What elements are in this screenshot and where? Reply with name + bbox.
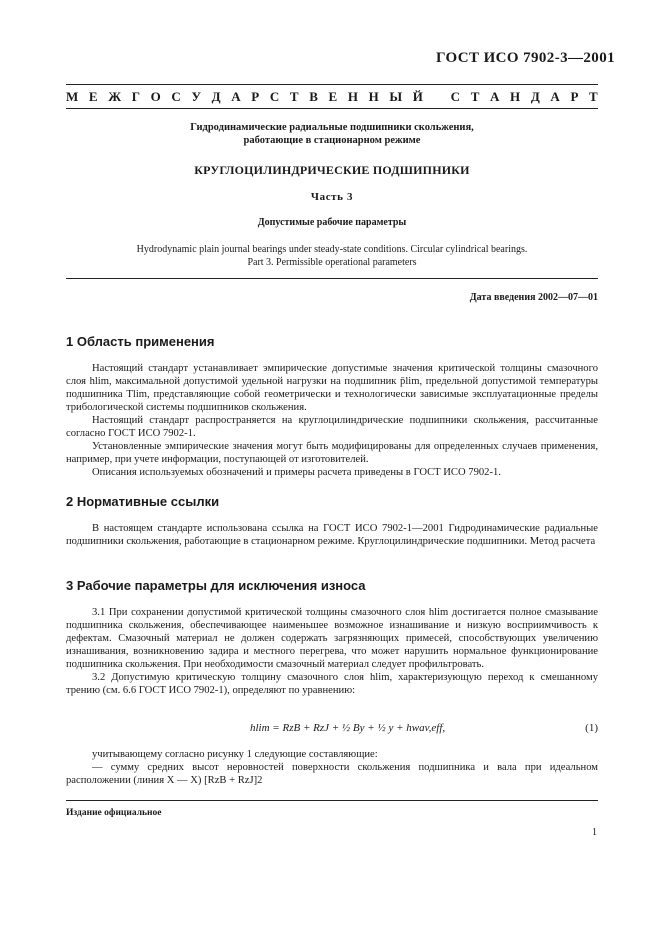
section-3-paragraph-4: — сумму средних высот неровностей поверхности скольжения подшипника и вала при идеальном расположении (линия X — X) [RzB + RzJ]2: [66, 762, 598, 786]
banner-letter: В: [309, 89, 318, 104]
banner-letter: Д: [530, 89, 540, 104]
banner-letter: А: [550, 89, 560, 104]
banner-letter: А: [231, 89, 241, 104]
banner-rule: [66, 108, 598, 109]
banner-letter: С: [450, 89, 461, 104]
title-block: [66, 121, 598, 147]
banner-letter: Д: [211, 89, 221, 104]
section-1-paragraph-4: Описания используемых обозначений и примеры расчета приведены в ГОСТ ИСО 7902-1.: [92, 467, 501, 478]
section-3-paragraph-1: 3.1 При сохранении допустимой критической толщины смазочного слоя hlim достигается полное смазывание подшипника скольжения, обеспечивающее наименьшее возможное изнашивание и низкую восприимчивость к дефектам. Смазочный материал не должен содержать загрязняющих примесей, способствующих увеличению изнашивания, возникновению задира и местного перегрева, что может нарушить нормальное функционирование подшипника скольжения. При необходимости смазочный материал следует профильтровать.: [66, 607, 598, 670]
official-edition-label: Издание официальное: [66, 808, 162, 818]
section-3-continuation: [66, 748, 598, 787]
equation-1-expression: hlim = RzB + RzJ + ½ By + ½ y + hwav,eff,: [250, 722, 446, 734]
english-title-line-2: Part 3. Permissible operational parameters: [247, 257, 417, 268]
section-1-paragraph-2: Настоящий стандарт распространяется на круглоцилиндрические подшипники скольжения, рассчитанные согласно ГОСТ ИСО 7902-1.: [66, 415, 598, 439]
introduction-date: Дата введения 2002—07—01: [469, 292, 598, 303]
banner-letter: Ы: [389, 89, 403, 104]
section-1-paragraph-1: Настоящий стандарт устанавливает эмпирические допустимые значения критической толщины смазочного слоя hlim, максимальной допустимой удельной нагрузки на подшипник p̄lim, предельной допустимой температуры подшипника Tlim, представляющие собой геометрически и технологически зависимые эксплуатационные пределы трибологической системы подшипников скольжения.: [66, 363, 598, 413]
part-title: Часть 3: [310, 191, 354, 203]
banner-letter: Ж: [108, 89, 122, 104]
banner-letter: Е: [88, 89, 98, 104]
banner-letter: Т: [289, 89, 299, 104]
section-1-body: [66, 362, 598, 479]
section-2-paragraph-1: В настоящем стандарте использована ссылка на ГОСТ ИСО 7902-1—2001 Гидродинамические радиальные подшипники скольжения, работающие в стационарном режиме. Круглоцилиндрические подшипники. Метод расчета: [66, 523, 598, 547]
document-code: ГОСТ ИСО 7902-3—2001: [435, 50, 615, 66]
title-line-2: работающие в стационарном режиме: [243, 135, 421, 146]
banner-letter: У: [191, 89, 201, 104]
footer-rule: [66, 800, 598, 801]
banner-letter: Е: [328, 89, 338, 104]
banner-letter: С: [171, 89, 181, 104]
banner-letter: Й: [412, 89, 423, 104]
banner-gap: [434, 89, 441, 105]
banner-letter: А: [490, 89, 500, 104]
top-rule: [66, 84, 598, 85]
banner-letter: Т: [470, 89, 480, 104]
banner-letter: М: [66, 89, 79, 104]
banner-letter: Г: [131, 89, 141, 104]
section-2-body: [66, 522, 598, 548]
standard-banner: [66, 89, 598, 105]
banner-letter: Р: [251, 89, 260, 104]
main-title: КРУГЛОЦИЛИНДРИЧЕСКИЕ ПОДШИПНИКИ: [194, 163, 470, 177]
english-title-line-1: Hydrodynamic plain journal bearings under steady-state conditions. Circular cylindrical bearings.: [136, 244, 528, 255]
section-3-heading: 3 Рабочие параметры для исключения износа: [66, 578, 366, 593]
title-divider: [66, 278, 598, 279]
banner-letter: Р: [570, 89, 579, 104]
banner-letter: Н: [510, 89, 521, 104]
section-3-body: [66, 606, 598, 697]
banner-letter: Н: [347, 89, 358, 104]
banner-letter: О: [150, 89, 161, 104]
equation-1-number: (1): [585, 722, 598, 734]
english-title: [66, 243, 598, 269]
banner-letter: С: [269, 89, 280, 104]
section-3-paragraph-3: учитывающему согласно рисунку 1 следующие составляющие:: [92, 749, 378, 760]
section-1-paragraph-3: Установленные эмпирические значения могут быть модифицированы для определенных случаев применения, например, при учете информации, поступающей от изготовителей.: [66, 441, 598, 465]
title-line-1: Гидродинамические радиальные подшипники скольжения,: [190, 122, 474, 133]
banner-letter: Т: [589, 89, 598, 104]
section-1-heading: 1 Область применения: [66, 334, 215, 349]
banner-letter: Н: [368, 89, 379, 104]
page-number: 1: [592, 827, 597, 838]
subtitle: Допустимые рабочие параметры: [257, 217, 407, 228]
section-3-paragraph-2: 3.2 Допустимую критическую толщину смазочного слоя hlim, характеризующую переход к смешанному трению (см. 6.6 ГОСТ ИСО 7902-1), определяют по уравнению:: [66, 672, 598, 696]
section-2-heading: 2 Нормативные ссылки: [66, 494, 220, 509]
